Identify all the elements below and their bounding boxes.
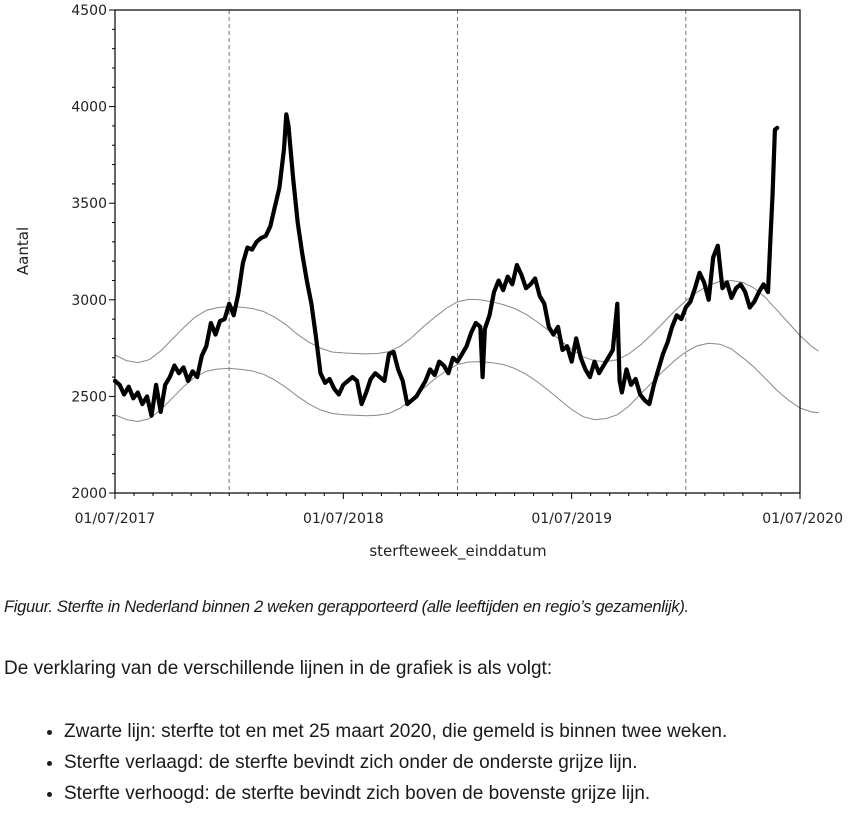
list-item-black-line: • Zwarte lijn: sterfte tot en met 25 maart 2020, die gemeld is binnen twee weken. xyxy=(64,716,864,747)
x-axis-label: sterfteweek_einddatum xyxy=(369,542,547,560)
x-tick-label: 01/07/2020 xyxy=(762,511,843,527)
y-axis-label: Aantal xyxy=(14,226,32,276)
y-tick-label: 4000 xyxy=(71,99,107,116)
x-tick-label: 01/07/2018 xyxy=(302,511,384,527)
y-tick-label: 2500 xyxy=(71,389,107,406)
line-explanation-list xyxy=(40,716,864,809)
list-item-lowered: • Sterfte verlaagd: de sterfte bevindt zich onder de onderste grijze lijn. xyxy=(64,747,864,778)
y-tick-label: 2000 xyxy=(71,486,107,502)
y-tick-label: 4500 xyxy=(71,3,107,19)
x-tick-label: 01/07/2017 xyxy=(74,511,156,527)
series-layer xyxy=(115,114,818,421)
x-tick-label: 01/07/2019 xyxy=(531,511,613,527)
y-tick-label: 3500 xyxy=(71,196,107,213)
reference-lines xyxy=(229,10,686,493)
list-item-raised: • Sterfte verhoogd: de sterfte bevindt zich boven de bovenste grijze lijn. xyxy=(64,778,864,809)
y-tick-label: 3000 xyxy=(71,292,107,309)
series-line-lower-threshold xyxy=(115,343,818,421)
figure-caption: Figuur. Sterfte in Nederland binnen 2 weken gerapporteerd (alle leeftijden en regio’s gezamenlijk). xyxy=(4,598,689,616)
series-line-mortality xyxy=(115,114,777,415)
intro-paragraph: De verklaring van de verschillende lijnen in de grafiek is als volgt: xyxy=(4,658,553,679)
